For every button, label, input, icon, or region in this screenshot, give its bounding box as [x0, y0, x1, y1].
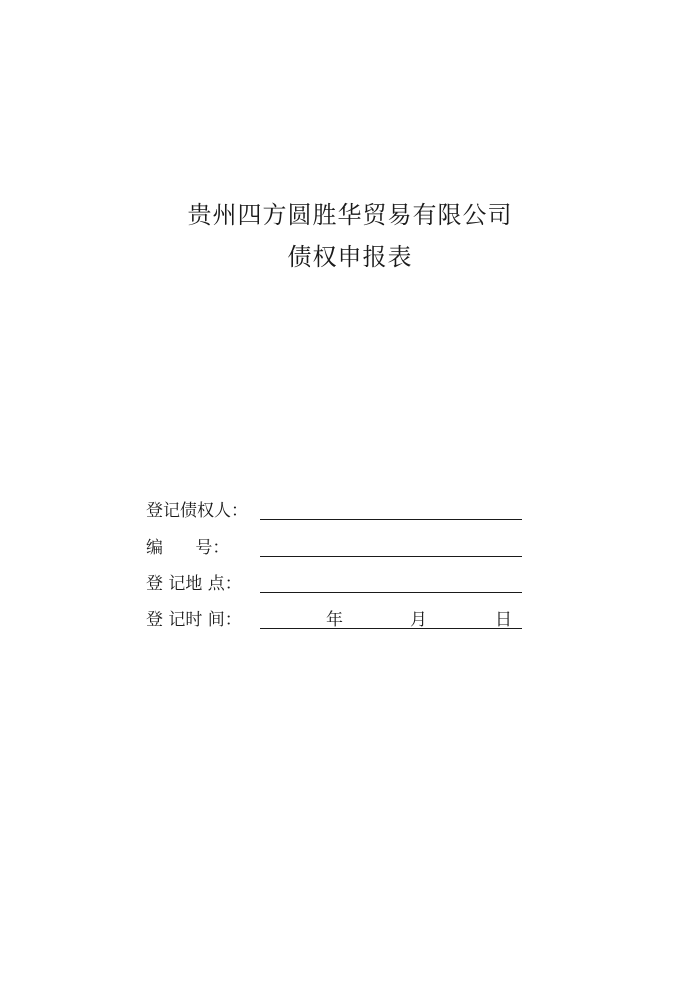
creditor-blank-line: [260, 519, 522, 520]
day-unit: 日: [495, 610, 512, 630]
location-label: 登 记地 点：: [146, 574, 242, 594]
time-field: [146, 608, 526, 632]
creditor-label: 登记债权人：: [146, 501, 248, 521]
creditor-field: [146, 499, 526, 523]
month-unit: 月: [410, 610, 427, 630]
form-title: 债权申报表: [287, 243, 413, 271]
location-field: [146, 572, 526, 596]
company-name: 贵州四方圆胜华贸易有限公司: [187, 201, 513, 229]
time-label: 登 记时 间：: [146, 610, 242, 630]
time-blank-line: [260, 628, 522, 629]
year-unit: 年: [326, 610, 343, 630]
number-field: [146, 536, 526, 560]
location-blank-line: [260, 592, 522, 593]
number-blank-line: [260, 556, 522, 557]
number-label: 编 号：: [146, 538, 230, 558]
